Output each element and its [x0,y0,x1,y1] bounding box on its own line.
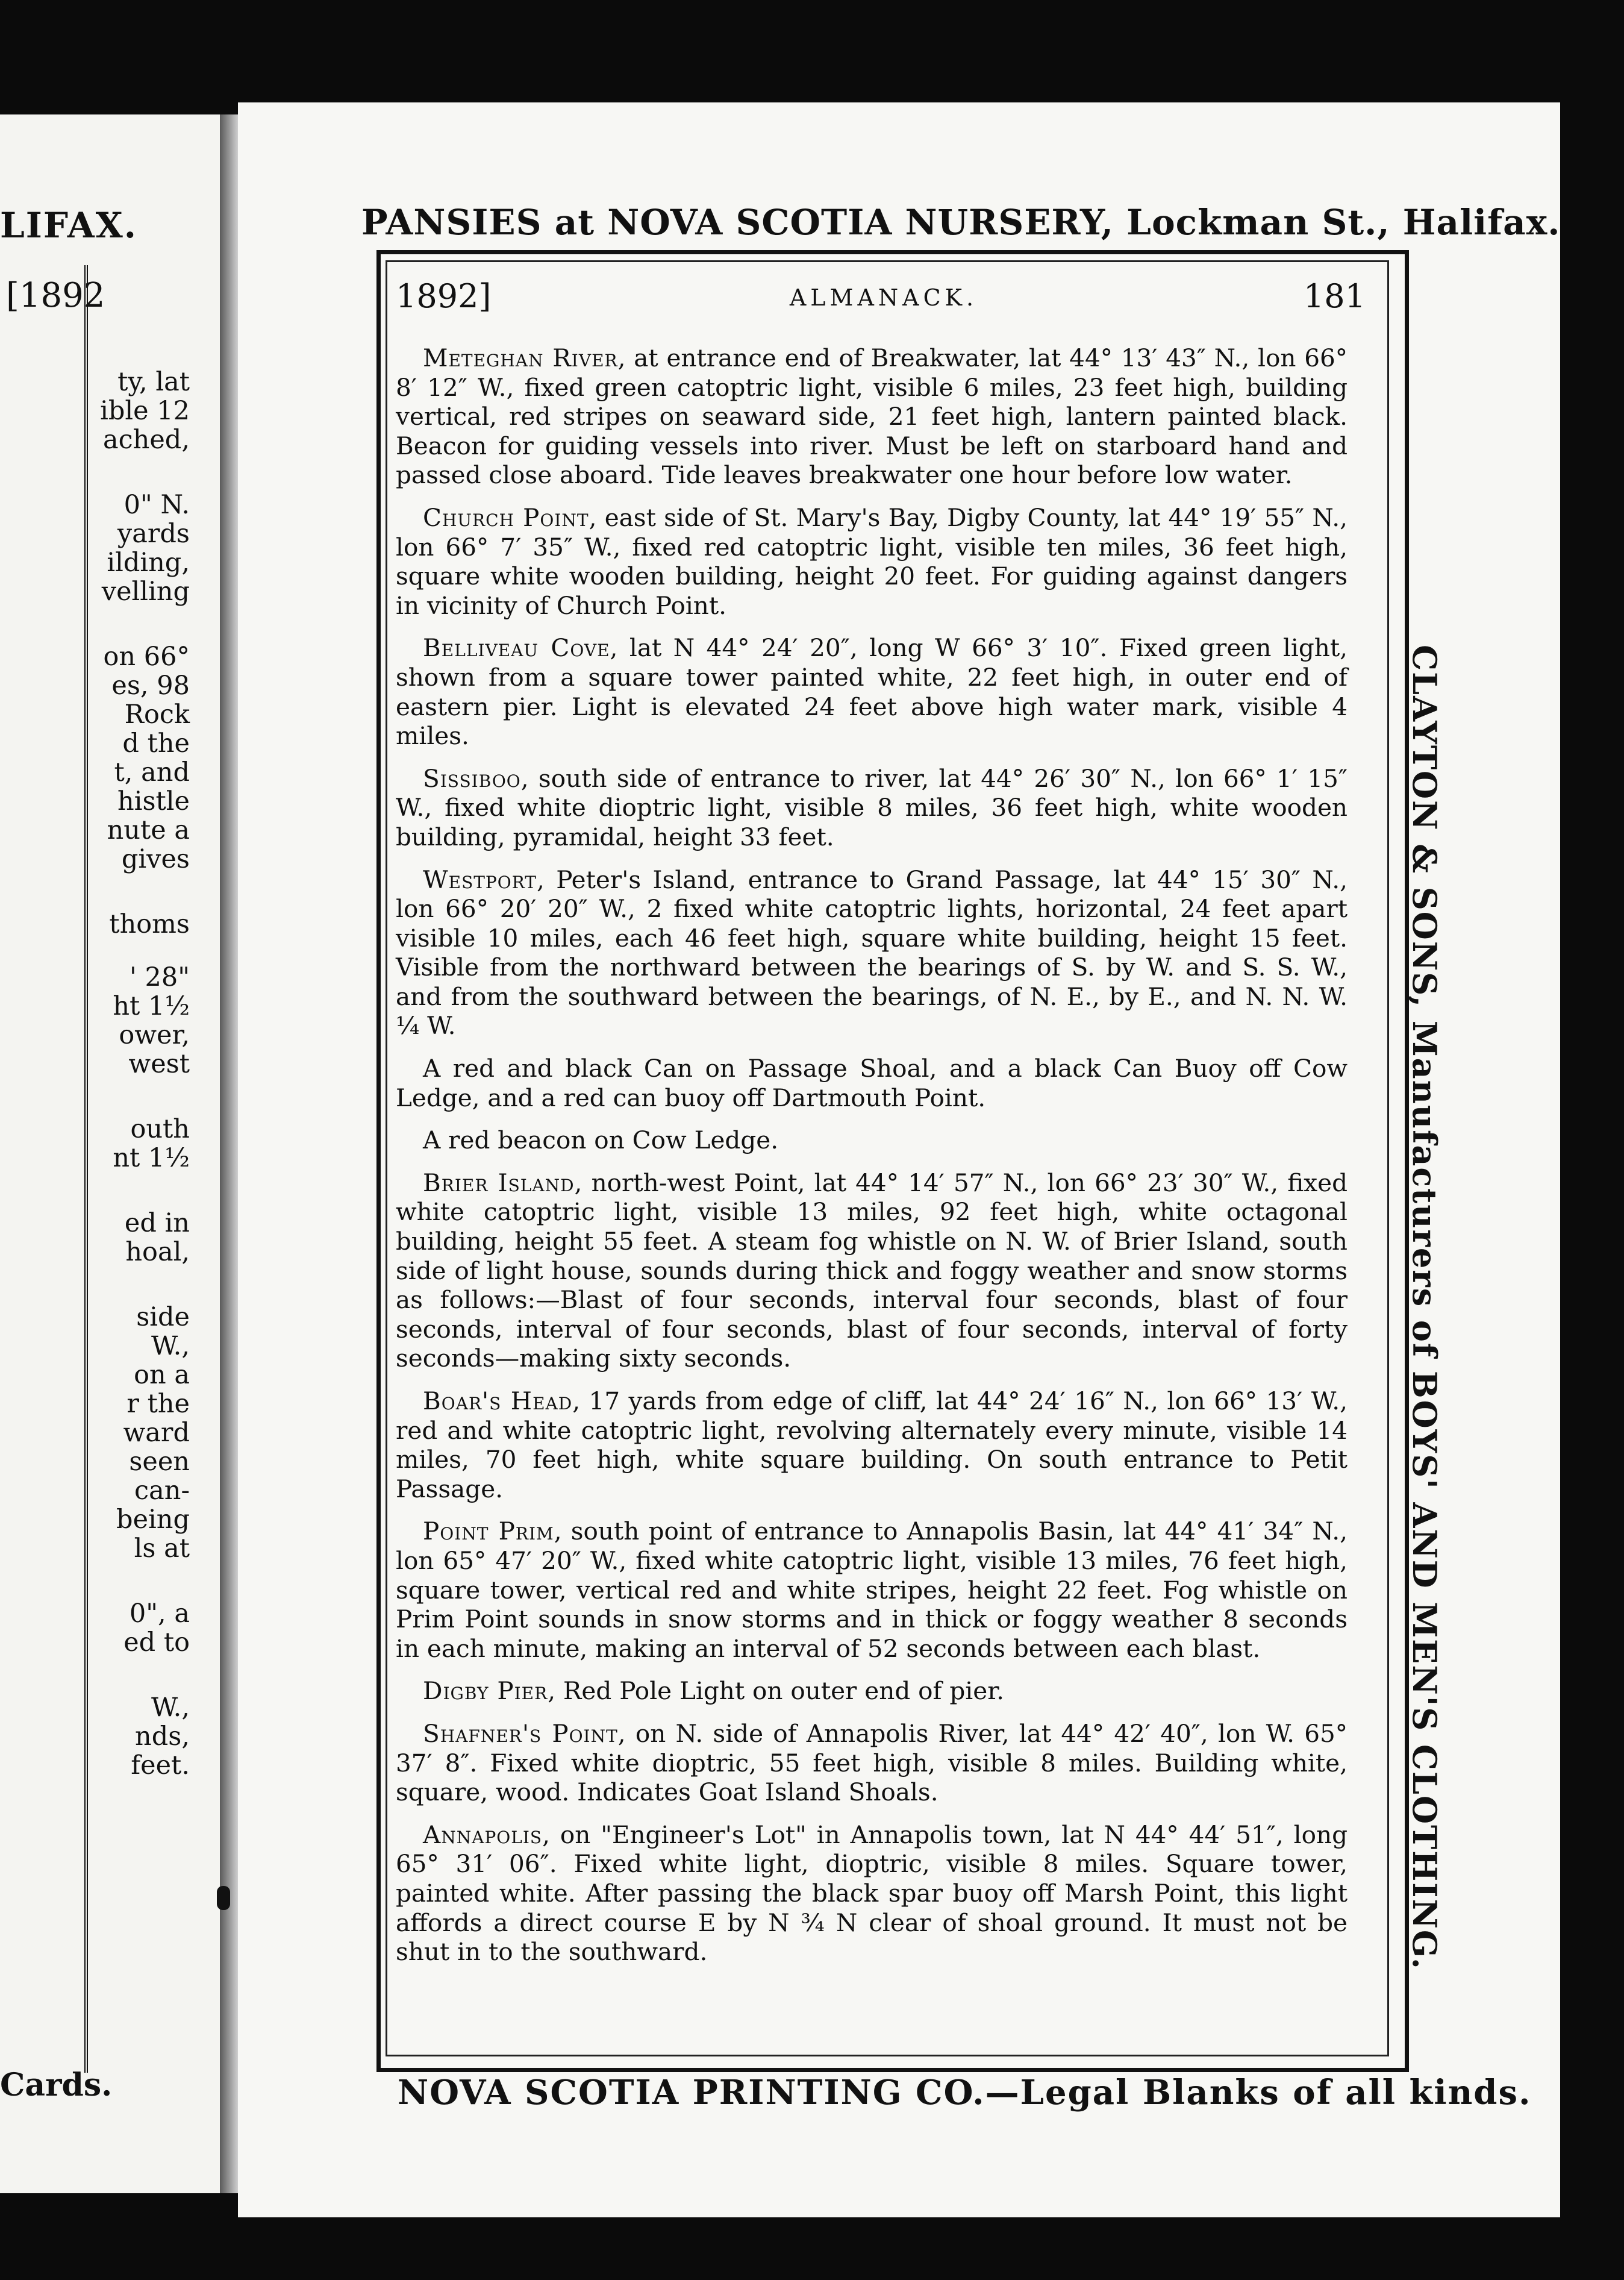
entry-text: , on N. side of Annapolis River, lat 44° 42′ 40″, lon W. 65° 37′ 8″. Fixed white dioptric, 55 feet high, visible 8 miles. Building white, square, wood. Indicates Goat Island Shoals. [396,1718,1348,1807]
side-advertisement: CLAYTON & SONS, Manufacturers of BOYS' AND MEN'S CLOTHING. [1405,645,1444,1970]
left-page-fragment: ached, [102,425,190,455]
lighthouse-entry [396,1719,1348,1807]
binding-mark [217,1886,230,1910]
lighthouse-entry [396,1676,1348,1706]
entry-name: Point Prim [423,1517,554,1546]
left-page-fragment: nute a [107,815,190,845]
left-page-fragment: Rock [124,700,190,730]
entry-text: , lat N 44° 24′ 20″, long W 66° 3′ 10″. Fixed green light, shown from a square tower painted white, 22 feet high, in outer end of eastern pier. Light is elevated 24 feet above high water mark, visible 4 miles. [396,633,1348,751]
left-page-fragment: yards [117,519,190,549]
left-page-fragment: ed in [124,1208,190,1238]
left-page-fragment: r the [126,1389,190,1419]
running-header-ad: PANSIES at NOVA SCOTIA NURSERY, Lockman St., Halifax. [361,202,1561,243]
entry-text: , 17 yards from edge of cliff, lat 44° 24′ 16″ N., lon 66° 13′ W., red and white catoptric light, revolving alternately every minute, visible 14 miles, 70 feet high, white square building. On south entrance to Petit Passage. [396,1386,1348,1503]
left-page-fragment: nt 1½ [113,1143,190,1173]
left-page-fragment: feet. [131,1750,190,1780]
lighthouse-entry [396,764,1348,852]
page-number: 181 [1303,277,1366,315]
left-page-fragment: ward [123,1418,190,1448]
lighthouse-entry [396,1820,1348,1967]
left-page-fragment: nds, [135,1721,190,1752]
page-head [396,277,1372,325]
entry-text: , east side of St. Mary's Bay, Digby County, lat 44° 19′ 55″ N., lon 66° 7′ 35″ W., fixed red catoptric light, visible ten miles, 36 feet high, square white wooden building, height 20 feet. For guiding against dangers in vicinity of Church Point. [396,503,1348,620]
left-page-fragment: thoms [109,909,190,939]
page-year: 1892] [396,277,492,315]
lighthouse-entry [396,343,1348,490]
left-page-fragment: ty, lat [117,367,190,397]
entry-text: , Peter's Island, entrance to Grand Passage, lat 44° 15′ 30″ N., lon 66° 20′ 20″ W., 2 fixed white catoptric lights, horizontal, 24 feet apart visible 10 miles, each 46 feet high, square white building, height 15 feet. Visible from the northward between the bearings of S. by W. and S. S. W., and from the southward between the bearings, of N. E., by E., and N. N. W. ¼ W. [396,865,1348,1041]
entry-text: , south point of entrance to Annapolis Basin, lat 44° 41′ 34″ N., lon 65° 47′ 20″ W., fixed white catoptric light, visible 13 miles, 76 feet high, square tower, vertical red and white stripes, height 22 feet. Fog whistle on Prim Point sounds in snow storms and in thick or foggy weather 8 seconds in each minute, making an interval of 52 seconds between each blast. [396,1517,1348,1663]
lighthouse-entry [396,1386,1348,1503]
lighthouse-entry [396,1126,1348,1155]
left-page-fragment: can- [134,1476,190,1506]
left-page-fragment: velling [101,577,190,607]
entry-name: Annapolis [423,1820,543,1849]
page-title: ALMANACK. [789,284,978,311]
almanack-page [238,102,1560,2217]
entry-text: , south side of entrance to river, lat 44° 26′ 30″ N., lon 66° 1′ 15″ W., fixed white dioptric light, visible 8 miles, 36 feet high, white wooden building, pyramidal, height 33 feet. [396,763,1348,851]
left-page-fragment: ed to [123,1627,190,1658]
left-page-header: LIFAX. [0,205,137,246]
left-page-fragment: ible 12 [100,396,190,426]
entry-text: , at entrance end of Breakwater, lat 44° 13′ 43″ N., lon 66° 8′ 12″ W., fixed green catoptric light, visible 6 miles, 23 feet high, building vertical, red stripes on seaward side, 21 feet high, lantern painted black. Beacon for guiding vessels into river. Must be left on starboard hand and passed close aboard. Tide leaves breakwater one hour before low water. [396,343,1348,490]
entry-text: A red beacon on Cow Ledge. [423,1126,779,1155]
left-page-fragment: west [128,1049,190,1079]
left-page-fragment: seen [129,1447,190,1477]
left-page-frame [0,265,88,2073]
left-page-fragment: hoal, [125,1237,190,1267]
lighthouse-entry [396,633,1348,750]
lighthouse-entry [396,1517,1348,1663]
lighthouse-entry [396,1054,1348,1112]
entry-text: A red and black Can on Passage Shoal, and a black Can Buoy off Cow Ledge, and a red can buoy off Dartmouth Point. [396,1054,1348,1112]
entry-name: Sissiboo [423,763,521,793]
left-page-fragment: 0" N. [123,490,190,520]
left-page-fragment: t, and [114,757,190,788]
entry-name: Westport [423,865,537,894]
left-page-fragment: 0", a [129,1599,190,1629]
entry-name: Digby Pier [423,1676,548,1706]
lighthouse-entries [396,343,1348,1980]
left-page-fragment: gives [121,844,190,874]
left-page-fragment: W., [151,1693,190,1723]
left-page-fragment: d the [122,728,190,759]
left-page-fragment: ht 1½ [113,991,190,1021]
entry-name: Shafner's Point [423,1718,618,1748]
lighthouse-entry [396,1168,1348,1373]
binding-gutter [220,114,238,2193]
entry-name: Meteghan River [423,343,618,372]
left-facing-page [0,114,220,2193]
left-page-fragment: ' 28" [130,962,190,992]
entry-name: Belliveau Cove [423,633,610,663]
lighthouse-entry [396,865,1348,1041]
left-page-year: [1892 [6,276,105,315]
left-page-fragment: on a [134,1360,190,1390]
left-page-fragment: W., [151,1331,190,1361]
left-page-fragment: ls at [134,1533,190,1564]
left-page-fragment: histle [117,786,190,816]
left-page-fragment: es, 98 [111,671,190,701]
entry-text: , on "Engineer's Lot" in Annapolis town, lat N 44° 44′ 51″, long 65° 31′ 06″. Fixed white light, dioptric, visible 8 miles. Square tower, painted white. After passing the black spar buoy off Marsh Point, this light affords a direct course E by N ¾ N clear of shoal ground. It must not be shut in to the southward. [396,1820,1348,1967]
left-page-fragment: being [116,1505,190,1535]
entry-name: Brier Island [423,1168,575,1197]
entry-name: Church Point [423,503,589,532]
entry-text: , Red Pole Light on outer end of pier. [548,1676,1005,1706]
left-page-fragment: side [136,1302,190,1332]
left-page-fragment: on 66° [103,642,190,672]
entry-text: , north-west Point, lat 44° 14′ 57″ N., lon 66° 23′ 30″ W., fixed white catoptric light, visible 13 miles, 92 feet high, white octagonal building, height 55 feet. A steam fog whistle on N. W. of Brier Island, south side of light house, sounds during thick and foggy weather and snow storms as follows:—Blast of four seconds, interval four seconds, blast of four seconds, interval of four seconds, blast of four seconds, interval of forty seconds—making sixty seconds. [396,1168,1348,1373]
left-page-fragment: ilding, [107,548,190,578]
left-page-fragment: outh [130,1114,190,1144]
left-page-footer: Cards. [0,2067,113,2103]
lighthouse-entry [396,503,1348,620]
footer-advertisement: NOVA SCOTIA PRINTING CO.—Legal Blanks of all kinds. [398,2073,1532,2112]
entry-name: Boar's Head [423,1386,573,1415]
left-page-fragment: ower, [119,1020,190,1050]
